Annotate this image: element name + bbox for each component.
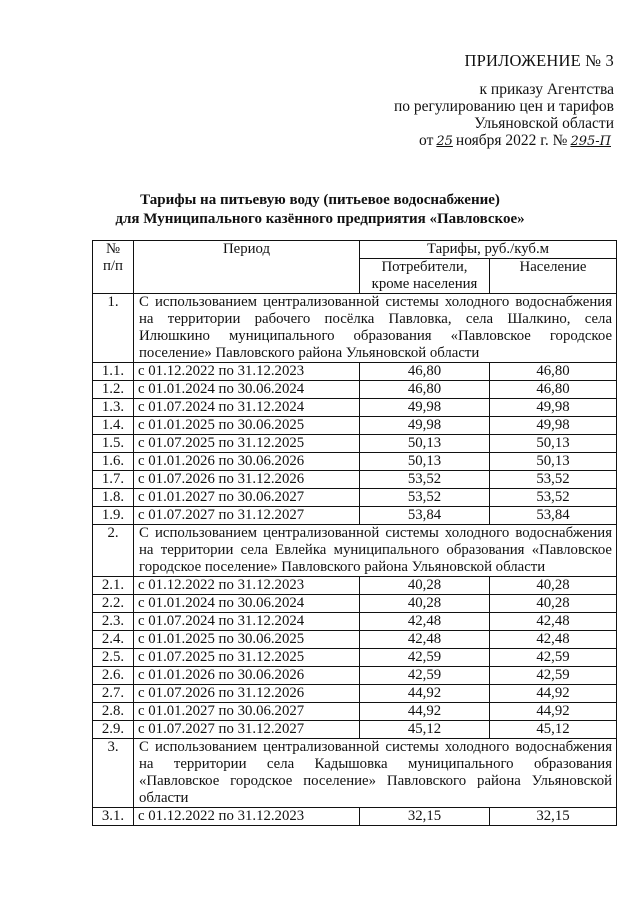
table-row [93, 649, 617, 667]
row-number: 2.5. [93, 649, 134, 667]
table-row [93, 507, 617, 525]
row-population-tariff: 53,52 [490, 489, 617, 507]
table-row [93, 417, 617, 435]
row-consumers-tariff: 53,52 [360, 489, 490, 507]
row-period: с 01.01.2026 по 30.06.2026 [134, 453, 360, 471]
header-population: Население [490, 259, 617, 294]
row-period: с 01.07.2026 по 31.12.2026 [134, 685, 360, 703]
row-population-tariff: 53,84 [490, 507, 617, 525]
row-number: 2.4. [93, 631, 134, 649]
row-consumers-tariff: 50,13 [360, 435, 490, 453]
order-ref-line3: Ульяновской области [474, 115, 614, 132]
table-row [93, 399, 617, 417]
appendix-header [394, 52, 614, 150]
row-population-tariff: 40,28 [490, 577, 617, 595]
row-consumers-tariff: 42,48 [360, 631, 490, 649]
table-row [93, 631, 617, 649]
table-row [93, 667, 617, 685]
row-number: 2.7. [93, 685, 134, 703]
row-consumers-tariff: 32,15 [360, 808, 490, 826]
row-period: с 01.12.2022 по 31.12.2023 [134, 363, 360, 381]
row-number: 1.7. [93, 471, 134, 489]
row-period: с 01.07.2025 по 31.12.2025 [134, 435, 360, 453]
row-consumers-tariff: 53,52 [360, 471, 490, 489]
row-number: 2.6. [93, 667, 134, 685]
row-period: с 01.01.2025 по 30.06.2025 [134, 417, 360, 435]
row-number: 1.6. [93, 453, 134, 471]
row-period: с 01.01.2024 по 30.06.2024 [134, 381, 360, 399]
header-num-line1: № [105, 241, 121, 257]
document-title [0, 191, 640, 229]
row-consumers-tariff: 49,98 [360, 417, 490, 435]
row-number: 1.1. [93, 363, 134, 381]
row-population-tariff: 44,92 [490, 685, 617, 703]
row-population-tariff: 46,80 [490, 363, 617, 381]
row-number: 1.4. [93, 417, 134, 435]
row-number: 1.3. [93, 399, 134, 417]
row-consumers-tariff: 49,98 [360, 399, 490, 417]
table-row [93, 453, 617, 471]
row-consumers-tariff: 40,28 [360, 595, 490, 613]
row-period: с 01.07.2027 по 31.12.2027 [134, 721, 360, 739]
row-period: с 01.07.2027 по 31.12.2027 [134, 507, 360, 525]
row-consumers-tariff: 46,80 [360, 363, 490, 381]
header-num [93, 241, 134, 294]
date-prefix: от [419, 132, 434, 149]
table-row [93, 435, 617, 453]
header-period: Период [134, 241, 360, 294]
section-description: С использованием централизованной системы холодного водоснабжения на территории села Евлейка муниципального образования «Павловское городское поселение» Павловского района Ульяновской области [134, 525, 617, 577]
tariffs-table [92, 240, 617, 826]
section-number: 1. [93, 294, 134, 363]
section-description: С использованием централизованной системы холодного водоснабжения на территории рабочего посёлка Павловка, села Шалкино, села Илюшкино муниципального образования «Павловское городское поселение» Павловского района Ульяновской области [134, 294, 617, 363]
table-row [93, 703, 617, 721]
table-row [93, 613, 617, 631]
row-number: 1.2. [93, 381, 134, 399]
row-population-tariff: 53,52 [490, 471, 617, 489]
table-row [93, 471, 617, 489]
row-consumers-tariff: 46,80 [360, 381, 490, 399]
table-row [93, 595, 617, 613]
row-period: с 01.01.2024 по 30.06.2024 [134, 595, 360, 613]
row-period: с 01.07.2025 по 31.12.2025 [134, 649, 360, 667]
row-consumers-tariff: 42,48 [360, 613, 490, 631]
row-population-tariff: 49,98 [490, 399, 617, 417]
table-row [93, 721, 617, 739]
table-row [93, 577, 617, 595]
row-consumers-tariff: 50,13 [360, 453, 490, 471]
section-row [93, 294, 617, 363]
section-number: 2. [93, 525, 134, 577]
section-description: С использованием централизованной системы холодного водоснабжения на территории села Кадышовка муниципального образования «Павловское городское поселение» Павловского района Ульяновской области [134, 739, 617, 808]
row-population-tariff: 45,12 [490, 721, 617, 739]
row-consumers-tariff: 44,92 [360, 703, 490, 721]
header-num-line2: п/п [103, 258, 123, 274]
row-number: 1.5. [93, 435, 134, 453]
row-population-tariff: 32,15 [490, 808, 617, 826]
row-consumers-tariff: 53,84 [360, 507, 490, 525]
order-ref-line2: по регулированию цен и тарифов [393, 98, 614, 115]
row-period: с 01.12.2022 по 31.12.2023 [134, 577, 360, 595]
section-row [93, 525, 617, 577]
row-population-tariff: 42,48 [490, 631, 617, 649]
row-number: 2.2. [93, 595, 134, 613]
section-row [93, 739, 617, 808]
row-population-tariff: 42,59 [490, 667, 617, 685]
table-body [93, 294, 617, 826]
row-consumers-tariff: 40,28 [360, 577, 490, 595]
row-number: 2.3. [93, 613, 134, 631]
row-population-tariff: 50,13 [490, 435, 617, 453]
handwritten-order-number: 295-П [570, 134, 611, 149]
row-consumers-tariff: 42,59 [360, 667, 490, 685]
row-number: 1.9. [93, 507, 134, 525]
handwritten-day: 25 [436, 134, 453, 149]
row-period: с 01.01.2027 по 30.06.2027 [134, 703, 360, 721]
row-period: с 01.01.2027 по 30.06.2027 [134, 489, 360, 507]
table-row [93, 808, 617, 826]
row-consumers-tariff: 44,92 [360, 685, 490, 703]
row-number: 2.8. [93, 703, 134, 721]
row-consumers-tariff: 45,12 [360, 721, 490, 739]
table-header-row [93, 241, 617, 259]
row-consumers-tariff: 42,59 [360, 649, 490, 667]
table-row [93, 381, 617, 399]
row-period: с 01.01.2025 по 30.06.2025 [134, 631, 360, 649]
order-date-line [394, 132, 614, 150]
section-number: 3. [93, 739, 134, 808]
row-number: 1.8. [93, 489, 134, 507]
title-line1: Тарифы на питьевую воду (питьевое водоснабжение) [140, 192, 500, 208]
row-number: 2.1. [93, 577, 134, 595]
row-period: с 01.12.2022 по 31.12.2023 [134, 808, 360, 826]
row-period: с 01.07.2026 по 31.12.2026 [134, 471, 360, 489]
title-line2: для Муниципального казённого предприятия «Павловское» [115, 211, 525, 227]
header-consumers: Потребители, кроме населения [360, 259, 490, 294]
table-row [93, 363, 617, 381]
header-tariffs: Тарифы, руб./куб.м [360, 241, 617, 259]
row-population-tariff: 49,98 [490, 417, 617, 435]
table-row [93, 685, 617, 703]
row-population-tariff: 44,92 [490, 703, 617, 721]
row-population-tariff: 42,48 [490, 613, 617, 631]
row-number: 3.1. [93, 808, 134, 826]
row-period: с 01.07.2024 по 31.12.2024 [134, 399, 360, 417]
row-population-tariff: 50,13 [490, 453, 617, 471]
table-row [93, 489, 617, 507]
row-population-tariff: 46,80 [490, 381, 617, 399]
row-number: 2.9. [93, 721, 134, 739]
appendix-title: ПРИЛОЖЕНИЕ № 3 [464, 51, 614, 70]
order-ref-line1: к приказу Агентства [479, 81, 614, 98]
row-population-tariff: 40,28 [490, 595, 617, 613]
row-period: с 01.07.2024 по 31.12.2024 [134, 613, 360, 631]
date-rest: ноября 2022 г. № [455, 132, 568, 149]
row-period: с 01.01.2026 по 30.06.2026 [134, 667, 360, 685]
row-population-tariff: 42,59 [490, 649, 617, 667]
